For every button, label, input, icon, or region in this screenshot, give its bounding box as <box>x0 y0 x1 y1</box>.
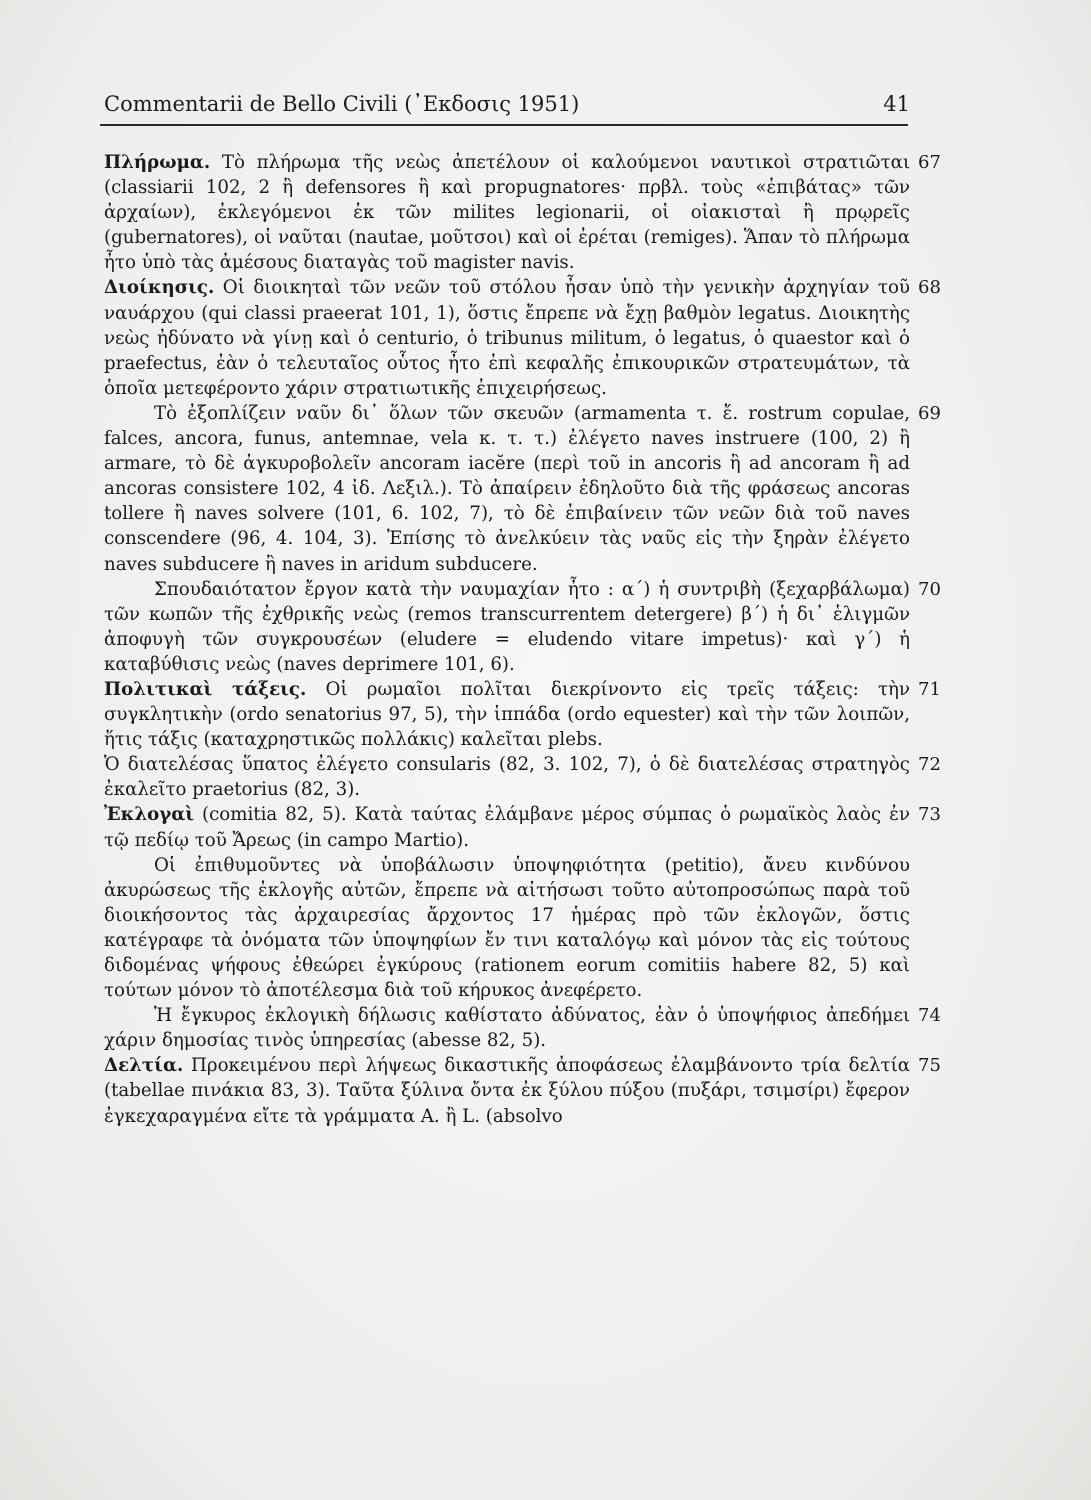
paragraph-text: Οἱ ἐπιθυμοῦντες νὰ ὑποβάλωσιν ὑποψηφιότητα (petitio), ἄνευ κινδύνου ἀκυρώσεως τῆς ἐκλογῆς αὐτῶν, ἔπρεπε νὰ αἰτήσωσι τοῦτο αὐτοπροσώπως παρὰ τοῦ διοικήσοντος τὰς ἀρχαιρεσίας ἄρχοντος 17 ἡμέρας πρὸ τῶν ἐκλογῶν, ὅστις κατέγραφε τὰ ὀνόματα τῶν ὑποψηφίων ἔν τινι καταλόγῳ καὶ μόνον τὰς εἰς τούτους διδομένας ψήφους ἐθεώρει ἐγκύρους (rationem eorum comitiis habere 82, 5) καὶ τούτων μόνον τὸ ἀποτέλεσμα διὰ τοῦ κήρυκος ἀνεφέρετο. <box>104 854 910 1002</box>
paragraph-crew <box>104 150 941 275</box>
margin-number: 71 <box>918 678 941 700</box>
section-heading: Δελτία. <box>104 1055 184 1077</box>
margin-number: 70 <box>918 578 941 600</box>
margin-number: 75 <box>918 1055 941 1077</box>
paragraph-text: Σπουδαιότατον ἔργον κατὰ τὴν ναυμαχίαν ἦτο : α΄) ἡ συντριβὴ (ξεχαρβάλωμα) τῶν κωπῶν τῆς ἐχθρικῆς νεὼς (remos transcurrentem detergere) β΄) ἡ δι᾿ ἑλιγμῶν ἀποφυγὴ τῶν συγκρουσέων (eludere = eludendo vitare impetus)· καὶ γ΄) ἡ καταβύθισις νεὼς (naves deprimere 101, 6). <box>104 578 910 675</box>
paragraph-ballots <box>104 1053 941 1128</box>
margin-number: 67 <box>918 152 941 173</box>
section-heading: Ἐκλογαὶ <box>104 804 195 826</box>
paragraph-candidacy <box>104 853 910 1004</box>
paragraph-political-classes <box>104 677 941 752</box>
margin-number: 72 <box>918 754 941 776</box>
paragraph-elections <box>104 802 941 852</box>
paragraph-text: Προκειμένου περὶ λήψεως δικαστικῆς ἀποφάσεως ἐλαμβάνοντο τρία δελτία (tabellae πινάκια 83, 3). Ταῦτα ξύλινα ὄντα ἐκ ξύλου πύξου (πυξάρι, τσιμσίρι) ἔφερον ἐγκεχαραγμένα εἴτε τὰ γράμματα A. ἢ L. (absolvo <box>104 1055 910 1127</box>
paragraph-text: Ὁ διατελέσας ὕπατος ἐλέγετο consularis (82, 3. 102, 7), ὁ δὲ διατελέσας στρατηγὸς ἐκαλεῖτο praetorius (82, 3). <box>104 754 910 801</box>
margin-number: 69 <box>918 402 941 424</box>
running-header <box>104 92 910 122</box>
paragraph-text: Τὸ πλήρωμα τῆς νεὼς ἀπετέλουν οἱ καλούμενοι ναυτικοὶ στρατιῶται (classiarii 102, 2 ἢ defensores ἢ καὶ propugnatores· πρβλ. τοὺς «ἐπιβάτας» τῶν ἀρχαίων), ἐκλεγόμενοι ἐκ τῶν milites legionarii, οἱ οἰακισταὶ ἢ πρῳρεῖς (gubernatores), οἱ ναῦται (nautae, μοῦτσοι) καὶ οἱ ἐρέται (remiges). Ἅπαν τὸ πλήρωμα ἦτο ὑπὸ τὰς ἀμέσους διαταγὰς τοῦ magister navis. <box>104 152 910 274</box>
page-number: 41 <box>883 92 910 116</box>
paragraph-text: Τὸ ἐξοπλίζειν ναῦν δι᾿ ὅλων τῶν σκευῶν (armamenta τ. ἔ. rostrum copulae, falces, ancora, funus, antemnae, vela κ. τ. τ.) ἐλέγετο naves instruere (100, 2) ἢ armare, τὸ δὲ ἀγκυροβολεῖν ancoram iacĕre (περὶ τοῦ in ancoris ἢ ad ancoram ἢ ad ancoras consistere 102, 4 ἰδ. Λεξιλ.). Τὸ ἀπαίρειν ἐδηλοῦτο διὰ τῆς φράσεως ancoras tollere ἢ naves solvere (101, 6. 102, 7), τὸ δὲ ἐπιβαίνειν τῶν νεῶν διὰ τοῦ naves conscendere (96, 4. 104, 3). Ἐπίσης τὸ ἀνελκύειν τὰς ναῦς εἰς τὴν ξηρὰν ἐλέγετο naves subducere ἢ naves in aridum subducere. <box>104 402 910 575</box>
section-heading: Διοίκησις. <box>104 277 215 299</box>
header-rule <box>100 124 908 126</box>
paragraph-declaration <box>104 1003 941 1053</box>
paragraph-text: Οἱ ρωμαῖοι πολῖται διεκρίνοντο εἰς τρεῖς τάξεις: τὴν συγκλητικὴν (ordo senatorius 97, 5), τὴν ἱππάδα (ordo equester) καὶ τὴν τῶν λοιπῶν, ἥτις τάξις (καταχρηστικῶς πολλάκις) καλεῖται plebs. <box>104 678 910 751</box>
section-heading: Πλήρωμα. <box>104 152 211 173</box>
paragraph-text: (comitia 82, 5). Κατὰ ταύτας ἐλάμβανε μέρος σύμπας ὁ ρωμαϊκὸς λαὸς ἐν τῷ πεδίῳ τοῦ Ἄρεως (in campo Martio). <box>104 804 910 851</box>
paragraph-consularis <box>104 752 941 802</box>
paragraph-text: Ἡ ἔγκυρος ἐκλογικὴ δήλωσις καθίστατο ἀδύνατος, ἐὰν ὁ ὑποψήφιος ἀπεδήμει χάριν δημοσίας τινὸς ὑπηρεσίας (abesse 82, 5). <box>104 1005 910 1052</box>
margin-number: 68 <box>918 277 941 299</box>
header-title: Commentarii de Bello Civili (᾿Εκδοσις 1951) <box>104 92 580 116</box>
text-body <box>104 150 941 1129</box>
section-heading: Πολιτικαὶ τάξεις. <box>104 678 307 700</box>
paragraph-command <box>104 275 941 400</box>
paragraph-equipping <box>104 401 941 577</box>
paragraph-text: Οἱ διοικηταὶ τῶν νεῶν τοῦ στόλου ἦσαν ὑπὸ τὴν γενικὴν ἀρχηγίαν τοῦ ναυάρχου (qui classi praeerat 101, 1), ὅστις ἔπρεπε νὰ ἔχῃ βαθμὸν legatus. Διοικητὴς νεὼς ἠδύνατο νὰ γίνῃ καὶ ὁ centurio, ὁ tribunus militum, ὁ legatus, ὁ quaestor καὶ ὁ praefectus, ἐὰν ὁ τελευταῖος οὗτος ἦτο ἐπὶ κεφαλῆς ἐπικουρικῶν στρατευμάτων, τὰ ὁποῖα μετεφέροντο χάριν στρατιωτικῆς ἐπιχειρήσεως. <box>104 277 910 399</box>
paragraph-battle-tasks <box>104 577 941 677</box>
margin-number: 74 <box>918 1005 941 1027</box>
margin-number: 73 <box>918 804 941 826</box>
